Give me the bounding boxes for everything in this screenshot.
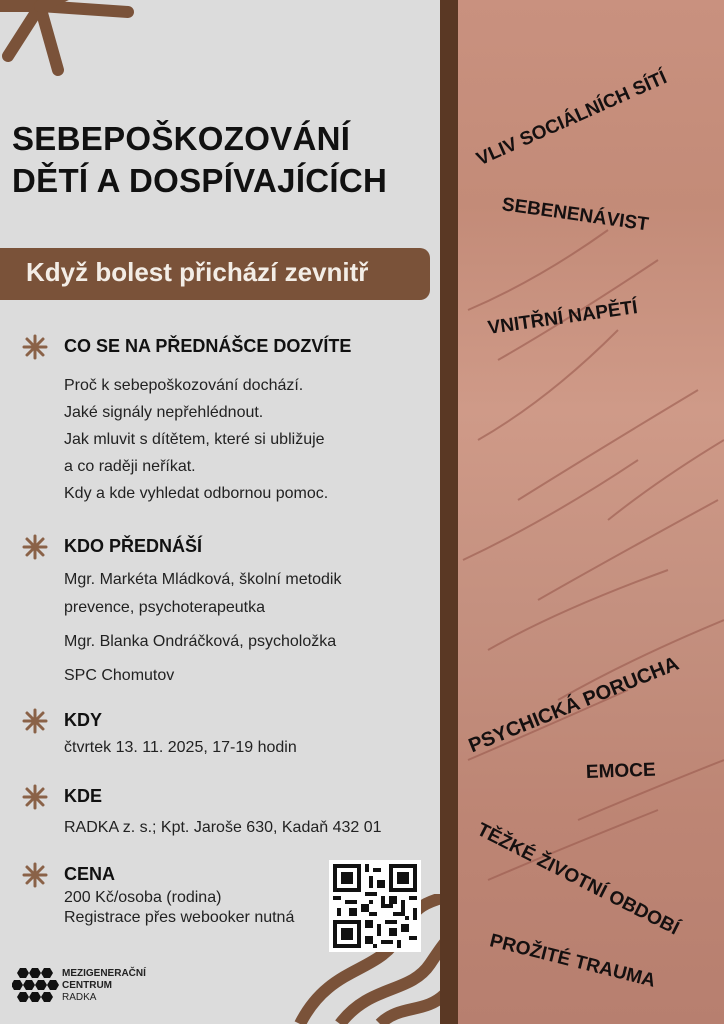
logo [12,966,60,1015]
page-title [12,118,432,202]
section-heading: KDE [64,786,103,806]
qr-code[interactable] [329,860,421,952]
learn-item: Jak mluvit s dítětem, které si ubližuje [64,431,325,448]
learn-item: Kdy a kde vyhledat odbornou pomoc. [64,485,329,502]
asterisk-icon [22,334,48,360]
section-heading: CENA [64,864,116,884]
registration-note: Registrace přes webooker nutná [64,909,295,926]
event-address: RADKA z. s.; Kpt. Jaroše 630, Kadaň 432 01 [64,819,382,836]
section-heading: KDY [64,710,103,730]
hexagon-logo-icon [12,966,60,1010]
asterisk-icon [22,784,48,810]
speaker-1-line-1: Mgr. Markéta Mládková, školní metodik [64,571,342,588]
section-heading: CO SE NA PŘEDNÁŠCE DOZVÍTE [64,336,352,356]
speaker-org: SPC Chomutov [64,667,175,684]
subtitle: Když bolest přichází zevnitř [26,257,369,287]
keyword-social-media: VLIV SOCIÁLNÍCH SÍTÍ [473,67,671,171]
keyword-self-hatred: SEBENENÁVIST [500,194,650,236]
asterisk-icon [22,534,48,560]
logo-line-3: RADKA [62,992,97,1003]
logo-text [62,968,146,1004]
asterisk-icon [22,862,48,888]
learn-item: a co raději neříkat. [64,458,196,475]
keyword-inner-tension: VNITŘNÍ NAPĚTÍ [486,297,639,339]
speaker-1 [64,566,341,622]
keyword-hard-life-period: TĚŽKÉ ŽIVOTNÍ OBDOBÍ [473,819,683,940]
qr-code-icon [329,860,421,952]
starburst-decoration [0,0,140,80]
logo-line-2: CENTRUM [62,980,112,991]
learn-list [64,372,328,507]
speaker-2: Mgr. Blanka Ondráčková, psycholožka [64,633,337,650]
subtitle-banner [0,248,430,300]
price-value: 200 Kč/osoba (rodina) [64,889,222,906]
keyword-trauma: PROŽITÉ TRAUMA [487,930,658,992]
speaker-1-line-2: prevence, psychoterapeutka [64,599,266,616]
title-line-1: SEBEPOŠKOZOVÁNÍ [12,120,351,157]
title-line-2: DĚTÍ A DOSPÍVAJÍCÍCH [12,162,388,199]
learn-item: Proč k sebepoškozování dochází. [64,377,304,394]
keyword-mental-disorder: PSYCHICKÁ PORUCHA [465,652,683,758]
event-date: čtvrtek 13. 11. 2025, 17-19 hodin [64,739,297,756]
learn-item: Jaké signály nepřehlédnout. [64,404,264,421]
logo-line-1: MEZIGENERAČNÍ [62,968,146,979]
price-info [64,888,294,928]
asterisk-icon [22,708,48,734]
section-heading: KDO PŘEDNÁŠÍ [64,536,203,556]
keyword-emotions: EMOCE [585,759,656,783]
